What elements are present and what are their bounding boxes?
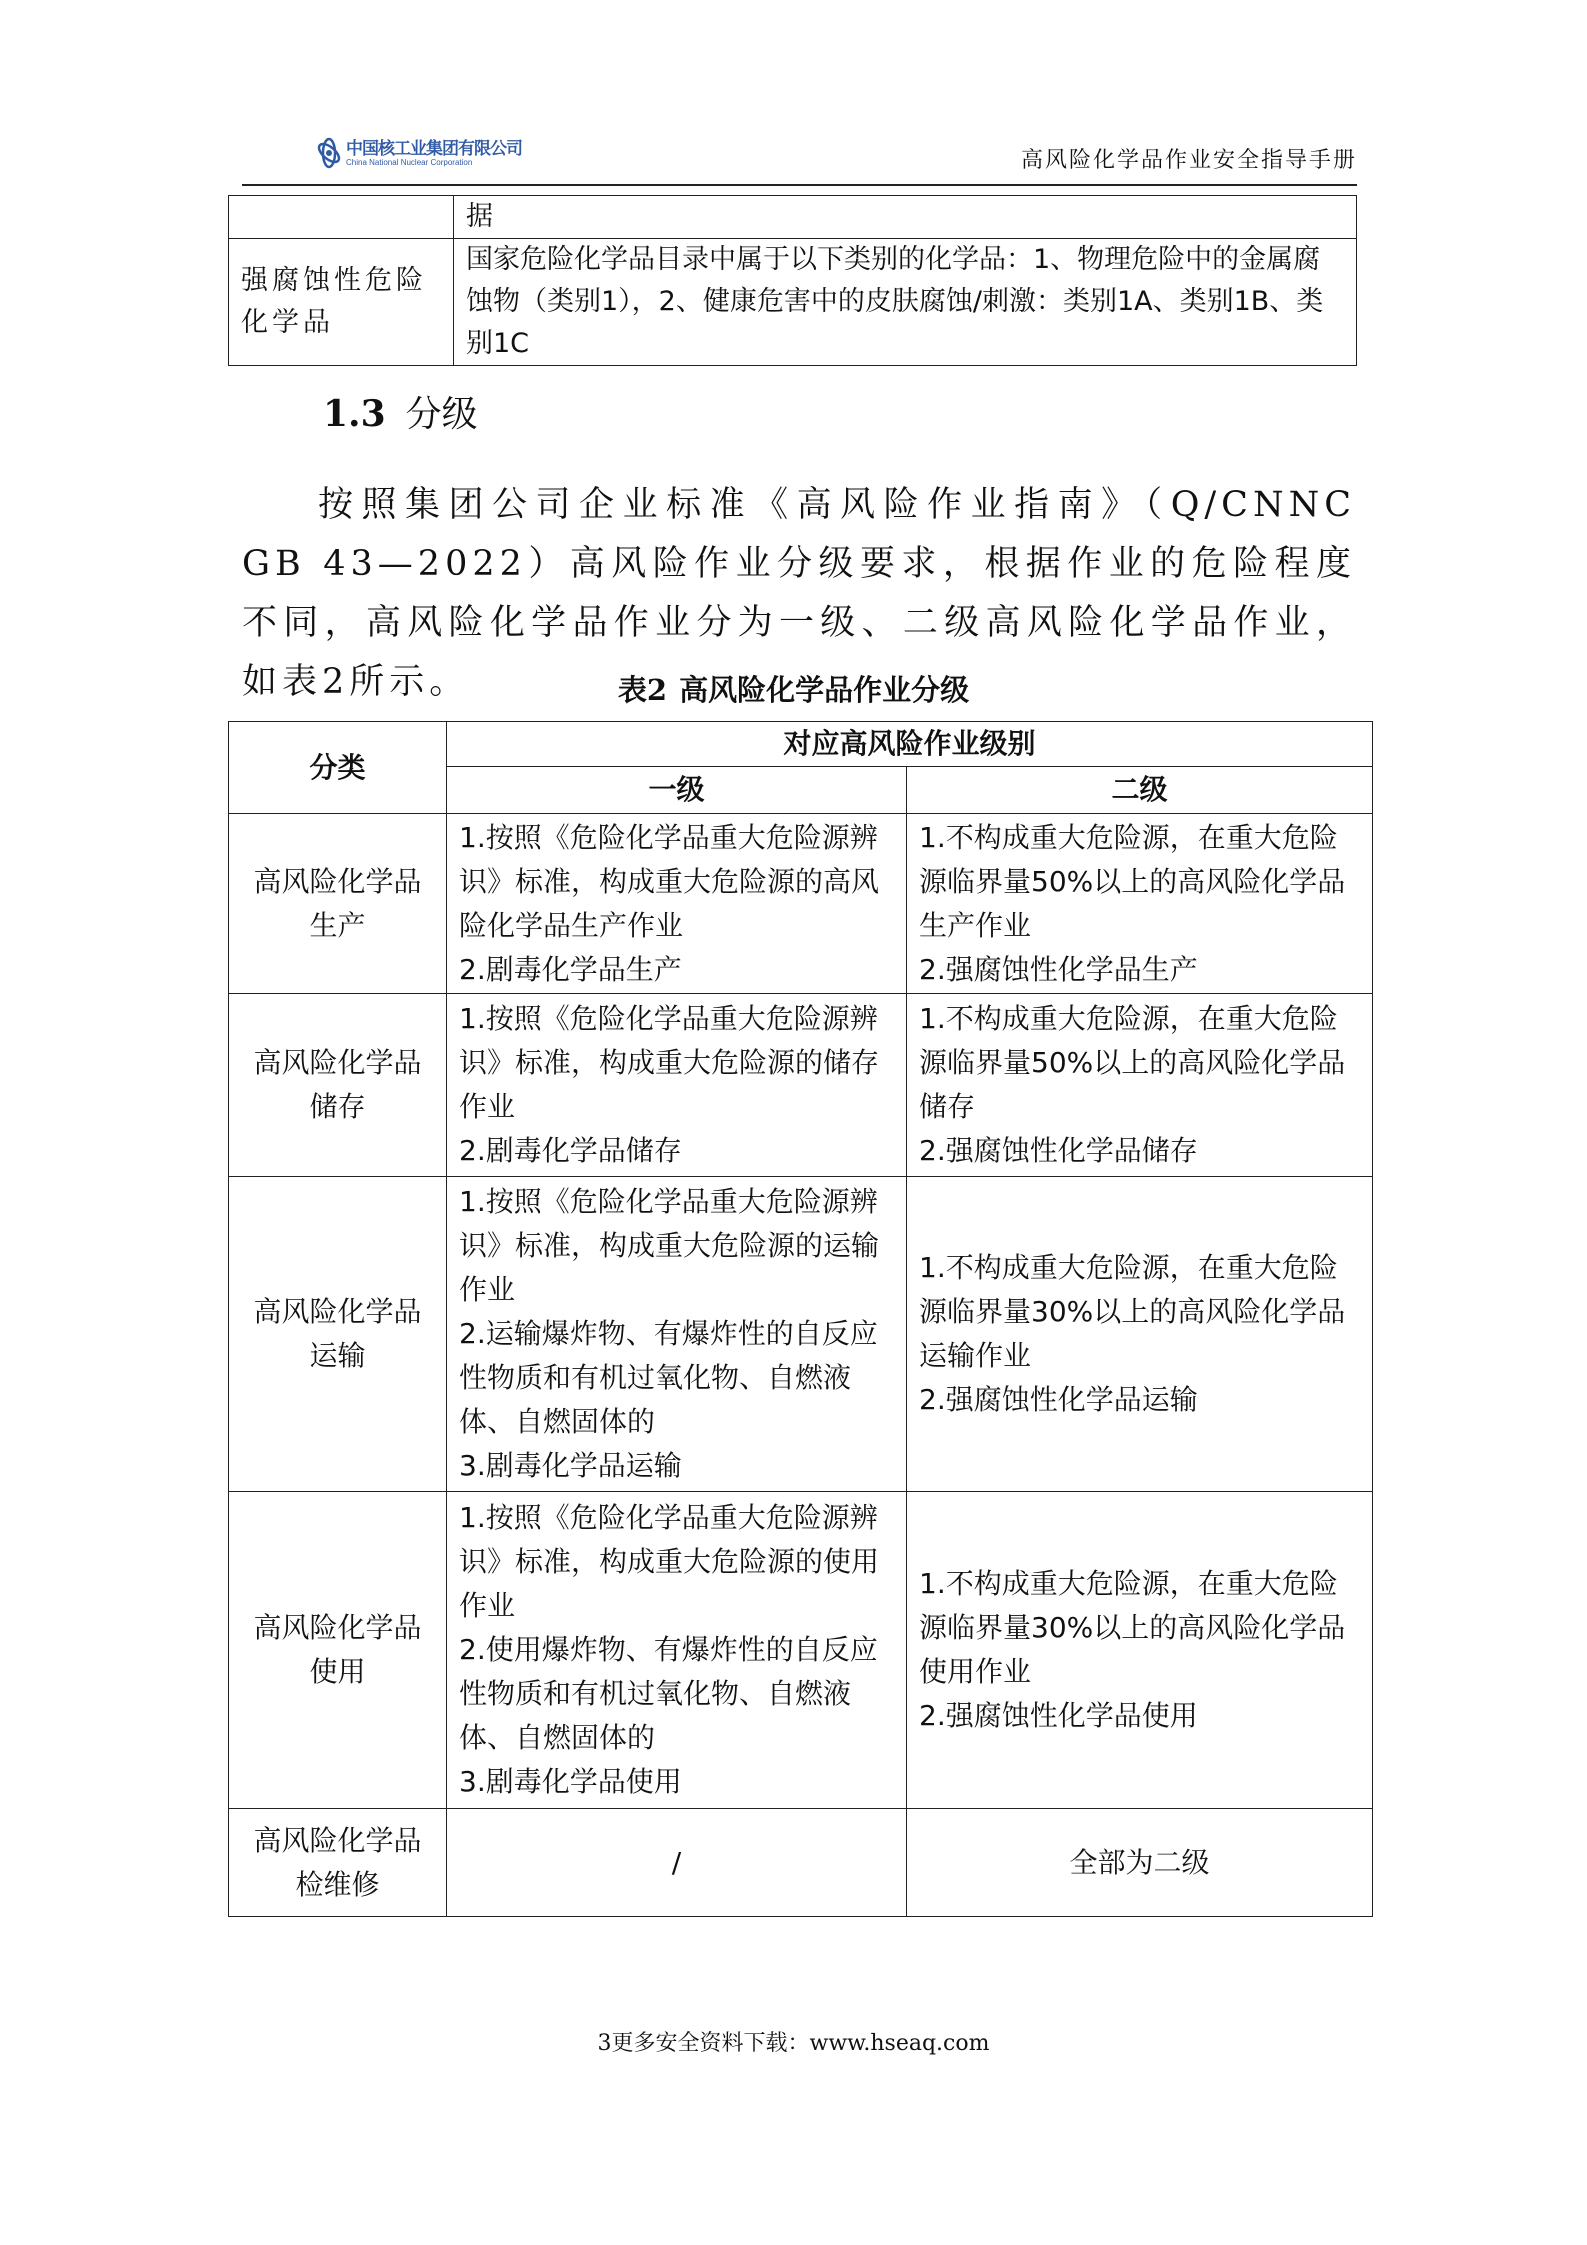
cell-line: 全部为二级	[1069, 1845, 1210, 1879]
header-category: 分类	[229, 722, 447, 814]
cell-line: 1.不构成重大危险源，在重大危险源临界量50%以上的高风险化学品生产作业	[919, 820, 1346, 942]
cell-line: 检维修	[295, 1867, 380, 1901]
level2-cell	[907, 1492, 1373, 1809]
cell-line: 1.按照《危险化学品重大危险源辨识》标准，构成重大危险源的储存作业	[459, 1002, 880, 1123]
category-cell	[229, 1809, 447, 1917]
table-row	[229, 1809, 1373, 1917]
cell-line: 2.强腐蚀性化学品生产	[919, 952, 1198, 986]
cell-line: 高风险化学品	[253, 1046, 422, 1079]
cell-line: 使用	[309, 1655, 366, 1688]
header-title: 高风险化学品作业安全指导手册	[1020, 148, 1357, 173]
classification-table	[228, 721, 1373, 1917]
cell-line: 1.不构成重大危险源，在重大危险源临界量30%以上的高风险化学品使用作业	[919, 1567, 1346, 1688]
cell-line: 高风险化学品	[253, 1611, 422, 1644]
cell-line: 2.强腐蚀性化学品运输	[919, 1383, 1198, 1416]
cell-line: 3.剧毒化学品使用	[459, 1765, 682, 1798]
cell-line: 2.强腐蚀性化学品储存	[919, 1134, 1198, 1167]
category-cell	[229, 994, 447, 1177]
cell-line: 2.剧毒化学品储存	[459, 1134, 682, 1167]
table-cell: 据	[454, 196, 1357, 239]
cell-line: 高风险化学品	[253, 1295, 422, 1328]
cell-line: 运输	[309, 1339, 366, 1372]
level1-cell	[447, 1177, 907, 1492]
level2-cell	[907, 814, 1373, 994]
table-caption	[0, 668, 1587, 709]
caption-number: 表2	[617, 673, 668, 707]
cell-line: 生产	[309, 908, 366, 942]
company-logo	[316, 136, 522, 170]
cell-line: 2.运输爆炸物、有爆炸性的自反应性物质和有机过氧化物、自燃液体、自燃固体的	[459, 1317, 878, 1438]
level1-cell	[447, 814, 907, 994]
section-number: 1.3	[323, 393, 386, 435]
section-title: 分级	[405, 394, 478, 435]
logo-text-en: China National Nuclear Corporation	[346, 157, 473, 167]
category-cell	[229, 1177, 447, 1492]
cell-line: 1.按照《危险化学品重大危险源辨识》标准，构成重大危险源的使用作业	[459, 1501, 880, 1622]
header-level1: 一级	[447, 767, 907, 814]
header-divider	[242, 184, 1357, 186]
cell-line: 1.不构成重大危险源，在重大危险源临界量30%以上的高风险化学品运输作业	[919, 1251, 1346, 1372]
cell-line: 1.按照《危险化学品重大危险源辨识》标准，构成重大危险源的高风险化学品生产作业	[459, 820, 880, 942]
category-cell	[229, 814, 447, 994]
table-cell	[229, 196, 454, 239]
cell-line: 1.按照《危险化学品重大危险源辨识》标准，构成重大危险源的运输作业	[459, 1185, 880, 1306]
header-group: 对应高风险作业级别	[447, 722, 1373, 767]
table-cell: 强腐蚀性危险化学品	[229, 239, 454, 366]
definition-table	[228, 195, 1357, 366]
table-row	[229, 1177, 1373, 1492]
cell-line: 2.强腐蚀性化学品使用	[919, 1699, 1198, 1732]
header-level2: 二级	[907, 767, 1373, 814]
table-row	[229, 994, 1373, 1177]
cell-line: 高风险化学品	[253, 864, 422, 898]
section-heading	[323, 386, 478, 437]
level1-cell	[447, 1492, 907, 1809]
category-cell	[229, 1492, 447, 1809]
caption-title: 高风险化学品作业分级	[679, 673, 970, 707]
level1-cell	[447, 1809, 907, 1917]
table-row	[229, 196, 1357, 239]
level1-cell	[447, 994, 907, 1177]
level2-cell	[907, 1809, 1373, 1917]
table-header-row	[229, 722, 1373, 767]
cell-line: 储存	[309, 1090, 366, 1123]
table-row	[229, 239, 1357, 366]
table-row	[229, 1492, 1373, 1809]
table-row	[229, 814, 1373, 994]
atom-logo-icon	[316, 136, 342, 170]
cell-line: 高风险化学品	[253, 1823, 422, 1857]
logo-text-cn: 中国核工业集团有限公司	[346, 138, 522, 159]
cell-line: 2.剧毒化学品生产	[459, 952, 682, 986]
cell-line: 2.使用爆炸物、有爆炸性的自反应性物质和有机过氧化物、自燃液体、自燃固体的	[459, 1633, 878, 1754]
cell-line: 1.不构成重大危险源，在重大危险源临界量50%以上的高风险化学品储存	[919, 1002, 1346, 1123]
table-cell: 国家危险化学品目录中属于以下类别的化学品：1、物理危险中的金属腐蚀物（类别1），2、健康危害中的皮肤腐蚀/刺激：类别1A、类别1B、类别1C	[454, 239, 1357, 366]
page-footer: 3更多安全资料下载：www.hseaq.com	[597, 2031, 990, 2056]
level2-cell	[907, 1177, 1373, 1492]
cell-line: /	[671, 1845, 682, 1879]
level2-cell	[907, 994, 1373, 1177]
cell-line: 3.剧毒化学品运输	[459, 1449, 682, 1482]
body-paragraph: 按照集团公司企业标准《高风险作业指南》（Q/CNNC GB 43—2022）高风险作业分级要求，根据作业的危险程度不同，高风险化学品作业分为一级、二级高风险化学品作业，如表2所示。	[242, 485, 1356, 702]
